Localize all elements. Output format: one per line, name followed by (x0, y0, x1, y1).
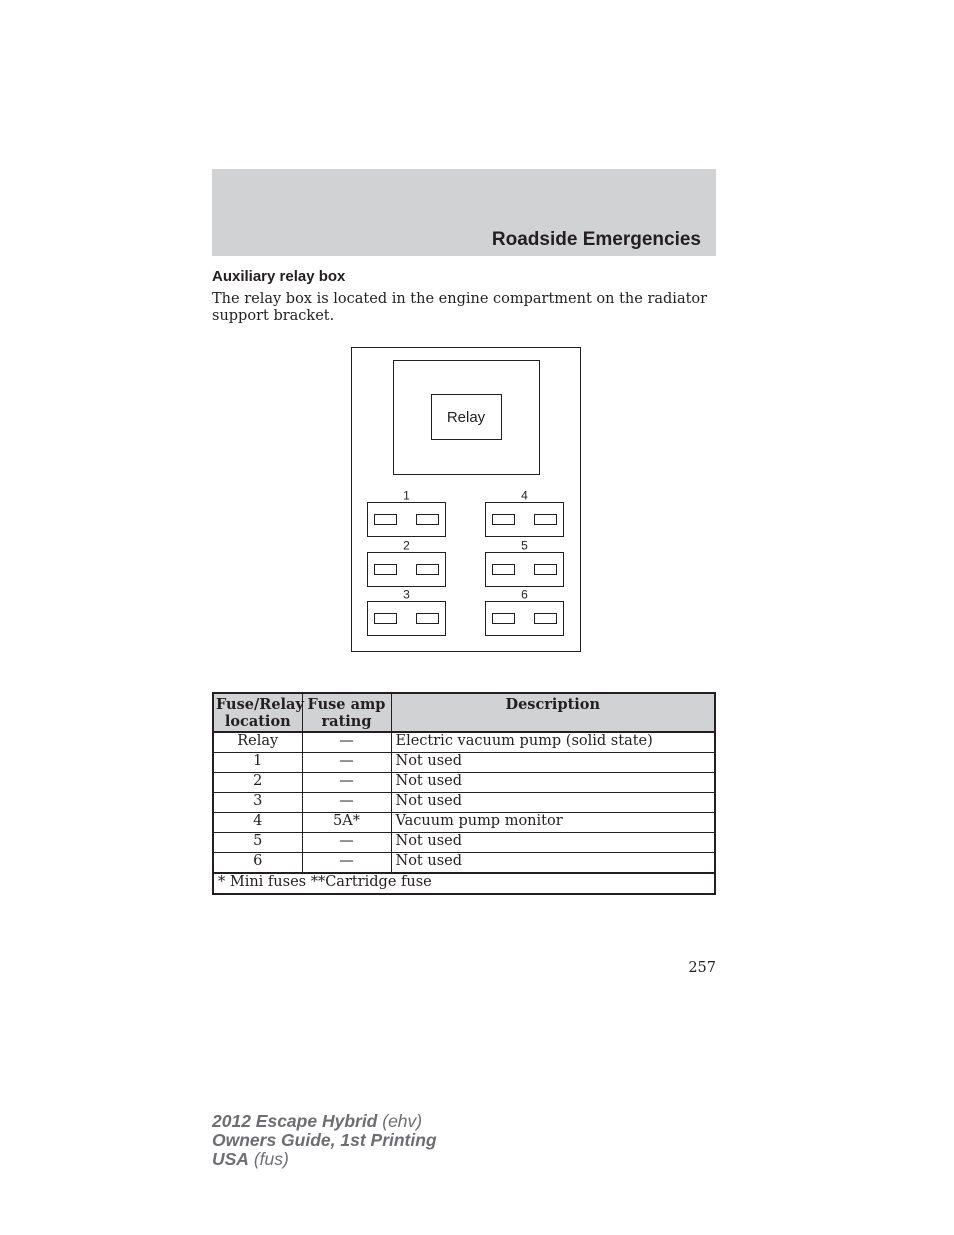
footer-market-code: (fus) (253, 1149, 289, 1169)
cell-location: 4 (213, 813, 302, 833)
cell-description: Electric vacuum pump (solid state) (391, 732, 715, 753)
cell-location: 6 (213, 853, 302, 874)
cell-rating: — (302, 853, 391, 874)
cell-rating: — (302, 773, 391, 793)
fuse-relay-table (212, 692, 716, 895)
table-row (213, 793, 715, 813)
fuse-slot-label: 5 (521, 538, 528, 553)
fuse-terminal (535, 515, 557, 525)
footer-line-1 (212, 1112, 437, 1131)
cell-location: 2 (213, 773, 302, 793)
fuse-terminal (375, 565, 397, 575)
table-row (213, 732, 715, 753)
footer-line-2 (212, 1131, 437, 1150)
fuse-slot-label: 2 (403, 538, 410, 553)
table-footnote: * Mini fuses **Cartridge fuse (213, 873, 715, 894)
fuse-terminal (535, 614, 557, 624)
table-row (213, 753, 715, 773)
document-footer (212, 1112, 437, 1169)
page-number: 257 (688, 960, 716, 976)
cell-rating: — (302, 833, 391, 853)
cell-location: Relay (213, 732, 302, 753)
section-header-band (212, 169, 716, 256)
cell-rating: — (302, 793, 391, 813)
cell-description: Not used (391, 853, 715, 874)
cell-location: 1 (213, 753, 302, 773)
table-footnote-row (213, 873, 715, 894)
section-title: Roadside Emergencies (491, 229, 701, 250)
fuse-terminal (375, 614, 397, 624)
header-location: Fuse/Relay location (213, 693, 302, 732)
intro-paragraph: The relay box is located in the engine compartment on the radiator support bracket. (212, 291, 708, 324)
fuse-slot-label: 3 (403, 587, 410, 602)
footer-model-code: (ehv) (382, 1111, 423, 1131)
fuse-slot-label: 4 (521, 488, 528, 503)
cell-rating: — (302, 753, 391, 773)
cell-location: 5 (213, 833, 302, 853)
fuse-terminal (417, 565, 439, 575)
fuse-terminal (375, 515, 397, 525)
footer-guide: Owners Guide, 1st Printing (212, 1130, 437, 1150)
fuse-slot-label: 1 (403, 488, 410, 503)
fuse-terminal (493, 614, 515, 624)
fuse-slot-label: 6 (521, 587, 528, 602)
cell-location: 3 (213, 793, 302, 813)
fuse-terminal (493, 565, 515, 575)
cell-description: Not used (391, 833, 715, 853)
table-header-row (213, 693, 715, 732)
footer-model: 2012 Escape Hybrid (212, 1111, 378, 1131)
fuse-terminal (535, 565, 557, 575)
header-rating: Fuse amp rating (302, 693, 391, 732)
cell-rating: 5A* (302, 813, 391, 833)
cell-rating: — (302, 732, 391, 753)
header-description: Description (391, 693, 715, 732)
relay-box-diagram (351, 347, 581, 652)
footer-line-3 (212, 1150, 437, 1169)
cell-description: Not used (391, 753, 715, 773)
table-row (213, 773, 715, 793)
cell-description: Vacuum pump monitor (391, 813, 715, 833)
cell-description: Not used (391, 793, 715, 813)
table-row (213, 833, 715, 853)
cell-description: Not used (391, 773, 715, 793)
fuse-terminal (417, 515, 439, 525)
relay-label: Relay (446, 409, 486, 426)
table-row (213, 853, 715, 874)
fuse-terminal (493, 515, 515, 525)
footer-market: USA (212, 1149, 249, 1169)
subsection-heading: Auxiliary relay box (212, 268, 346, 285)
table-row (213, 813, 715, 833)
fuse-terminal (417, 614, 439, 624)
